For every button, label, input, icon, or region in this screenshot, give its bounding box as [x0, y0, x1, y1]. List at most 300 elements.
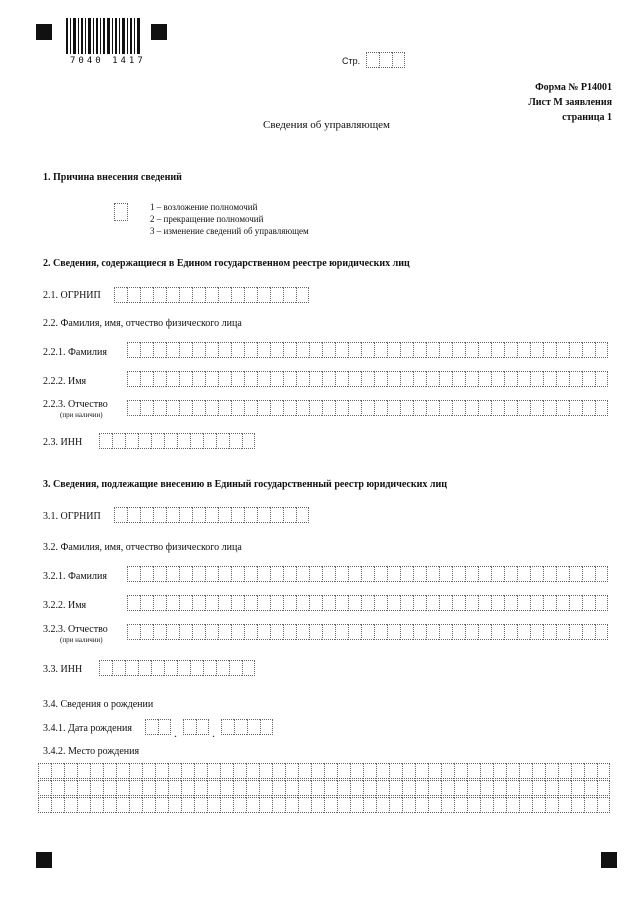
input-cell[interactable]: [90, 763, 103, 779]
input-cell[interactable]: [244, 624, 257, 640]
input-cell[interactable]: [374, 400, 387, 416]
input-cell[interactable]: [205, 342, 218, 358]
input-cell[interactable]: [140, 507, 153, 523]
input-cell[interactable]: [571, 763, 584, 779]
input-cell[interactable]: [545, 797, 558, 813]
input-cell[interactable]: [556, 371, 569, 387]
input-cell[interactable]: [309, 566, 322, 582]
input-cell[interactable]: [259, 780, 272, 796]
input-cell[interactable]: [558, 780, 571, 796]
name-field-3[interactable]: [127, 595, 608, 611]
input-cell[interactable]: [203, 433, 216, 449]
input-cell[interactable]: [272, 763, 285, 779]
input-cell[interactable]: [491, 566, 504, 582]
input-cell[interactable]: [402, 780, 415, 796]
input-cell[interactable]: [153, 342, 166, 358]
input-cell[interactable]: [216, 660, 229, 676]
input-cell[interactable]: [478, 342, 491, 358]
input-cell[interactable]: [517, 342, 530, 358]
input-cell[interactable]: [166, 624, 179, 640]
input-cell[interactable]: [244, 371, 257, 387]
input-cell[interactable]: [441, 797, 454, 813]
birth-month-field[interactable]: [183, 719, 209, 735]
input-cell[interactable]: [127, 287, 140, 303]
input-cell[interactable]: [387, 595, 400, 611]
input-cell[interactable]: [426, 371, 439, 387]
input-cell[interactable]: [467, 797, 480, 813]
input-cell[interactable]: [309, 400, 322, 416]
input-cell[interactable]: [584, 780, 597, 796]
input-cell[interactable]: [168, 763, 181, 779]
input-cell[interactable]: [231, 624, 244, 640]
input-cell[interactable]: [194, 763, 207, 779]
input-cell[interactable]: [582, 371, 595, 387]
input-cell[interactable]: [138, 433, 151, 449]
input-cell[interactable]: [519, 797, 532, 813]
input-cell[interactable]: [205, 595, 218, 611]
reason-code-field[interactable]: [114, 203, 128, 221]
input-cell[interactable]: [584, 797, 597, 813]
input-cell[interactable]: [322, 400, 335, 416]
input-cell[interactable]: [183, 719, 196, 735]
input-cell[interactable]: [283, 507, 296, 523]
input-cell[interactable]: [257, 400, 270, 416]
input-cell[interactable]: [218, 287, 231, 303]
input-cell[interactable]: [64, 780, 77, 796]
input-cell[interactable]: [335, 595, 348, 611]
input-cell[interactable]: [374, 595, 387, 611]
input-cell[interactable]: [272, 797, 285, 813]
input-cell[interactable]: [194, 797, 207, 813]
input-cell[interactable]: [413, 400, 426, 416]
input-cell[interactable]: [582, 400, 595, 416]
input-cell[interactable]: [153, 595, 166, 611]
input-cell[interactable]: [374, 371, 387, 387]
input-cell[interactable]: [257, 371, 270, 387]
input-cell[interactable]: [478, 595, 491, 611]
inn-field-2[interactable]: [99, 433, 255, 449]
input-cell[interactable]: [168, 780, 181, 796]
input-cell[interactable]: [166, 400, 179, 416]
input-cell[interactable]: [283, 287, 296, 303]
input-cell[interactable]: [452, 595, 465, 611]
input-cell[interactable]: [480, 763, 493, 779]
input-cell[interactable]: [127, 400, 140, 416]
input-cell[interactable]: [51, 797, 64, 813]
input-cell[interactable]: [478, 400, 491, 416]
input-cell[interactable]: [595, 624, 608, 640]
input-cell[interactable]: [270, 566, 283, 582]
input-cell[interactable]: [179, 595, 192, 611]
input-cell[interactable]: [99, 660, 112, 676]
input-cell[interactable]: [231, 371, 244, 387]
input-cell[interactable]: [348, 371, 361, 387]
input-cell[interactable]: [244, 287, 257, 303]
input-cell[interactable]: [363, 763, 376, 779]
input-cell[interactable]: [231, 287, 244, 303]
input-cell[interactable]: [322, 566, 335, 582]
input-cell[interactable]: [179, 400, 192, 416]
input-cell[interactable]: [103, 797, 116, 813]
input-cell[interactable]: [270, 342, 283, 358]
input-cell[interactable]: [532, 763, 545, 779]
input-cell[interactable]: [595, 400, 608, 416]
input-cell[interactable]: [493, 797, 506, 813]
input-cell[interactable]: [309, 342, 322, 358]
input-cell[interactable]: [64, 763, 77, 779]
input-cell[interactable]: [322, 371, 335, 387]
input-cell[interactable]: [181, 797, 194, 813]
input-cell[interactable]: [127, 595, 140, 611]
birth-year-field[interactable]: [221, 719, 273, 735]
input-cell[interactable]: [543, 342, 556, 358]
input-cell[interactable]: [543, 566, 556, 582]
input-cell[interactable]: [504, 595, 517, 611]
input-cell[interactable]: [270, 371, 283, 387]
input-cell[interactable]: [426, 566, 439, 582]
input-cell[interactable]: [231, 566, 244, 582]
input-cell[interactable]: [218, 566, 231, 582]
input-cell[interactable]: [465, 595, 478, 611]
input-cell[interactable]: [257, 566, 270, 582]
input-cell[interactable]: [99, 433, 112, 449]
input-cell[interactable]: [361, 624, 374, 640]
input-cell[interactable]: [493, 780, 506, 796]
page-number-field[interactable]: [366, 52, 405, 68]
input-cell[interactable]: [218, 371, 231, 387]
input-cell[interactable]: [452, 342, 465, 358]
input-cell[interactable]: [363, 797, 376, 813]
input-cell[interactable]: [166, 371, 179, 387]
input-cell[interactable]: [285, 780, 298, 796]
input-cell[interactable]: [231, 507, 244, 523]
input-cell[interactable]: [166, 342, 179, 358]
input-cell[interactable]: [517, 371, 530, 387]
input-cell[interactable]: [532, 797, 545, 813]
input-cell[interactable]: [506, 780, 519, 796]
input-cell[interactable]: [127, 342, 140, 358]
input-cell[interactable]: [192, 566, 205, 582]
input-cell[interactable]: [569, 624, 582, 640]
input-cell[interactable]: [179, 566, 192, 582]
input-cell[interactable]: [387, 400, 400, 416]
input-cell[interactable]: [242, 660, 255, 676]
input-cell[interactable]: [270, 507, 283, 523]
input-cell[interactable]: [517, 566, 530, 582]
input-cell[interactable]: [376, 763, 389, 779]
patronymic-field-2[interactable]: [127, 400, 608, 416]
input-cell[interactable]: [491, 624, 504, 640]
surname-field-3[interactable]: [127, 566, 608, 582]
input-cell[interactable]: [400, 595, 413, 611]
input-cell[interactable]: [151, 660, 164, 676]
input-cell[interactable]: [192, 287, 205, 303]
input-cell[interactable]: [244, 342, 257, 358]
input-cell[interactable]: [400, 566, 413, 582]
input-cell[interactable]: [558, 797, 571, 813]
input-cell[interactable]: [179, 371, 192, 387]
input-cell[interactable]: [164, 433, 177, 449]
input-cell[interactable]: [190, 433, 203, 449]
input-cell[interactable]: [246, 780, 259, 796]
input-cell[interactable]: [220, 797, 233, 813]
input-cell[interactable]: [335, 371, 348, 387]
input-cell[interactable]: [153, 507, 166, 523]
input-cell[interactable]: [257, 342, 270, 358]
input-cell[interactable]: [530, 595, 543, 611]
input-cell[interactable]: [426, 342, 439, 358]
input-cell[interactable]: [428, 780, 441, 796]
input-cell[interactable]: [426, 624, 439, 640]
input-cell[interactable]: [595, 342, 608, 358]
input-cell[interactable]: [233, 797, 246, 813]
input-cell[interactable]: [545, 780, 558, 796]
input-cell[interactable]: [454, 797, 467, 813]
input-cell[interactable]: [597, 780, 610, 796]
name-field-2[interactable]: [127, 371, 608, 387]
input-cell[interactable]: [244, 566, 257, 582]
input-cell[interactable]: [260, 719, 273, 735]
input-cell[interactable]: [145, 719, 158, 735]
input-cell[interactable]: [350, 780, 363, 796]
input-cell[interactable]: [324, 797, 337, 813]
input-cell[interactable]: [125, 660, 138, 676]
input-cell[interactable]: [179, 342, 192, 358]
input-cell[interactable]: [309, 624, 322, 640]
input-cell[interactable]: [38, 797, 51, 813]
input-cell[interactable]: [556, 400, 569, 416]
input-cell[interactable]: [439, 624, 452, 640]
input-cell[interactable]: [439, 342, 452, 358]
input-cell[interactable]: [348, 624, 361, 640]
input-cell[interactable]: [205, 400, 218, 416]
input-cell[interactable]: [402, 763, 415, 779]
input-cell[interactable]: [491, 371, 504, 387]
input-cell[interactable]: [229, 660, 242, 676]
input-cell[interactable]: [348, 566, 361, 582]
input-cell[interactable]: [220, 763, 233, 779]
input-cell[interactable]: [452, 624, 465, 640]
input-cell[interactable]: [231, 400, 244, 416]
input-cell[interactable]: [387, 566, 400, 582]
input-cell[interactable]: [77, 797, 90, 813]
input-cell[interactable]: [155, 797, 168, 813]
input-cell[interactable]: [504, 371, 517, 387]
input-cell[interactable]: [400, 371, 413, 387]
input-cell[interactable]: [270, 595, 283, 611]
input-cell[interactable]: [203, 660, 216, 676]
input-cell[interactable]: [543, 400, 556, 416]
input-cell[interactable]: [218, 507, 231, 523]
input-cell[interactable]: [517, 624, 530, 640]
input-cell[interactable]: [205, 507, 218, 523]
input-cell[interactable]: [285, 797, 298, 813]
input-cell[interactable]: [129, 797, 142, 813]
input-cell[interactable]: [64, 797, 77, 813]
input-cell[interactable]: [361, 566, 374, 582]
input-cell[interactable]: [582, 624, 595, 640]
input-cell[interactable]: [192, 342, 205, 358]
input-cell[interactable]: [452, 400, 465, 416]
input-cell[interactable]: [153, 400, 166, 416]
input-cell[interactable]: [426, 400, 439, 416]
input-cell[interactable]: [166, 287, 179, 303]
input-cell[interactable]: [140, 371, 153, 387]
input-cell[interactable]: [270, 400, 283, 416]
input-cell[interactable]: [504, 624, 517, 640]
input-cell[interactable]: [413, 371, 426, 387]
input-cell[interactable]: [259, 763, 272, 779]
input-cell[interactable]: [283, 624, 296, 640]
input-cell[interactable]: [428, 797, 441, 813]
input-cell[interactable]: [530, 624, 543, 640]
input-cell[interactable]: [439, 371, 452, 387]
input-cell[interactable]: [116, 763, 129, 779]
input-cell[interactable]: [491, 400, 504, 416]
input-cell[interactable]: [205, 287, 218, 303]
input-cell[interactable]: [582, 566, 595, 582]
input-cell[interactable]: [140, 624, 153, 640]
input-cell[interactable]: [179, 507, 192, 523]
input-cell[interactable]: [192, 624, 205, 640]
input-cell[interactable]: [153, 371, 166, 387]
input-cell[interactable]: [77, 780, 90, 796]
input-cell[interactable]: [127, 566, 140, 582]
input-cell[interactable]: [247, 719, 260, 735]
surname-field-2[interactable]: [127, 342, 608, 358]
input-cell[interactable]: [272, 780, 285, 796]
input-cell[interactable]: [337, 780, 350, 796]
input-cell[interactable]: [348, 595, 361, 611]
input-cell[interactable]: [337, 797, 350, 813]
input-cell[interactable]: [38, 763, 51, 779]
input-cell[interactable]: [177, 660, 190, 676]
input-cell[interactable]: [296, 287, 309, 303]
input-cell[interactable]: [439, 566, 452, 582]
input-cell[interactable]: [519, 763, 532, 779]
input-cell[interactable]: [376, 780, 389, 796]
input-cell[interactable]: [233, 763, 246, 779]
input-cell[interactable]: [428, 763, 441, 779]
input-cell[interactable]: [140, 400, 153, 416]
input-cell[interactable]: [103, 780, 116, 796]
input-cell[interactable]: [205, 624, 218, 640]
input-cell[interactable]: [153, 287, 166, 303]
input-cell[interactable]: [361, 342, 374, 358]
input-cell[interactable]: [181, 763, 194, 779]
input-cell[interactable]: [337, 763, 350, 779]
input-cell[interactable]: [231, 342, 244, 358]
input-cell[interactable]: [389, 780, 402, 796]
input-cell[interactable]: [218, 595, 231, 611]
input-cell[interactable]: [363, 780, 376, 796]
input-cell[interactable]: [140, 342, 153, 358]
input-cell[interactable]: [465, 342, 478, 358]
input-cell[interactable]: [242, 433, 255, 449]
input-cell[interactable]: [142, 797, 155, 813]
input-cell[interactable]: [112, 433, 125, 449]
input-cell[interactable]: [439, 400, 452, 416]
input-cell[interactable]: [335, 566, 348, 582]
input-cell[interactable]: [296, 371, 309, 387]
input-cell[interactable]: [374, 342, 387, 358]
input-cell[interactable]: [335, 624, 348, 640]
input-cell[interactable]: [376, 797, 389, 813]
input-cell[interactable]: [439, 595, 452, 611]
input-cell[interactable]: [556, 566, 569, 582]
input-cell[interactable]: [569, 566, 582, 582]
input-cell[interactable]: [103, 763, 116, 779]
input-cell[interactable]: [361, 595, 374, 611]
input-cell[interactable]: [205, 566, 218, 582]
input-cell[interactable]: [192, 595, 205, 611]
input-cell[interactable]: [153, 566, 166, 582]
input-cell[interactable]: [231, 595, 244, 611]
input-cell[interactable]: [322, 342, 335, 358]
input-cell[interactable]: [415, 780, 428, 796]
input-cell[interactable]: [584, 763, 597, 779]
input-cell[interactable]: [311, 763, 324, 779]
input-cell[interactable]: [478, 566, 491, 582]
input-cell[interactable]: [90, 797, 103, 813]
input-cell[interactable]: [194, 780, 207, 796]
input-cell[interactable]: [569, 342, 582, 358]
input-cell[interactable]: [543, 371, 556, 387]
input-cell[interactable]: [506, 763, 519, 779]
input-cell[interactable]: [361, 371, 374, 387]
input-cell[interactable]: [504, 400, 517, 416]
input-cell[interactable]: [116, 780, 129, 796]
input-cell[interactable]: [374, 566, 387, 582]
input-cell[interactable]: [142, 780, 155, 796]
input-cell[interactable]: [140, 287, 153, 303]
input-cell[interactable]: [207, 780, 220, 796]
input-cell[interactable]: [569, 400, 582, 416]
input-cell[interactable]: [569, 371, 582, 387]
input-cell[interactable]: [415, 763, 428, 779]
input-cell[interactable]: [38, 780, 51, 796]
input-cell[interactable]: [400, 342, 413, 358]
input-cell[interactable]: [77, 763, 90, 779]
input-cell[interactable]: [283, 400, 296, 416]
input-cell[interactable]: [218, 342, 231, 358]
input-cell[interactable]: [454, 763, 467, 779]
input-cell[interactable]: [192, 507, 205, 523]
input-cell[interactable]: [452, 371, 465, 387]
input-cell[interactable]: [285, 763, 298, 779]
input-cell[interactable]: [221, 719, 234, 735]
input-cell[interactable]: [389, 797, 402, 813]
input-cell[interactable]: [127, 624, 140, 640]
input-cell[interactable]: [246, 797, 259, 813]
input-cell[interactable]: [493, 763, 506, 779]
input-cell[interactable]: [179, 287, 192, 303]
input-cell[interactable]: [298, 797, 311, 813]
input-cell[interactable]: [348, 342, 361, 358]
input-cell[interactable]: [283, 371, 296, 387]
input-cell[interactable]: [400, 400, 413, 416]
input-cell[interactable]: [491, 595, 504, 611]
input-cell[interactable]: [543, 624, 556, 640]
input-cell[interactable]: [595, 371, 608, 387]
input-cell[interactable]: [309, 371, 322, 387]
input-cell[interactable]: [335, 342, 348, 358]
input-cell[interactable]: [402, 797, 415, 813]
input-cell[interactable]: [597, 797, 610, 813]
input-cell[interactable]: [415, 797, 428, 813]
input-cell[interactable]: [220, 780, 233, 796]
input-cell[interactable]: [413, 595, 426, 611]
